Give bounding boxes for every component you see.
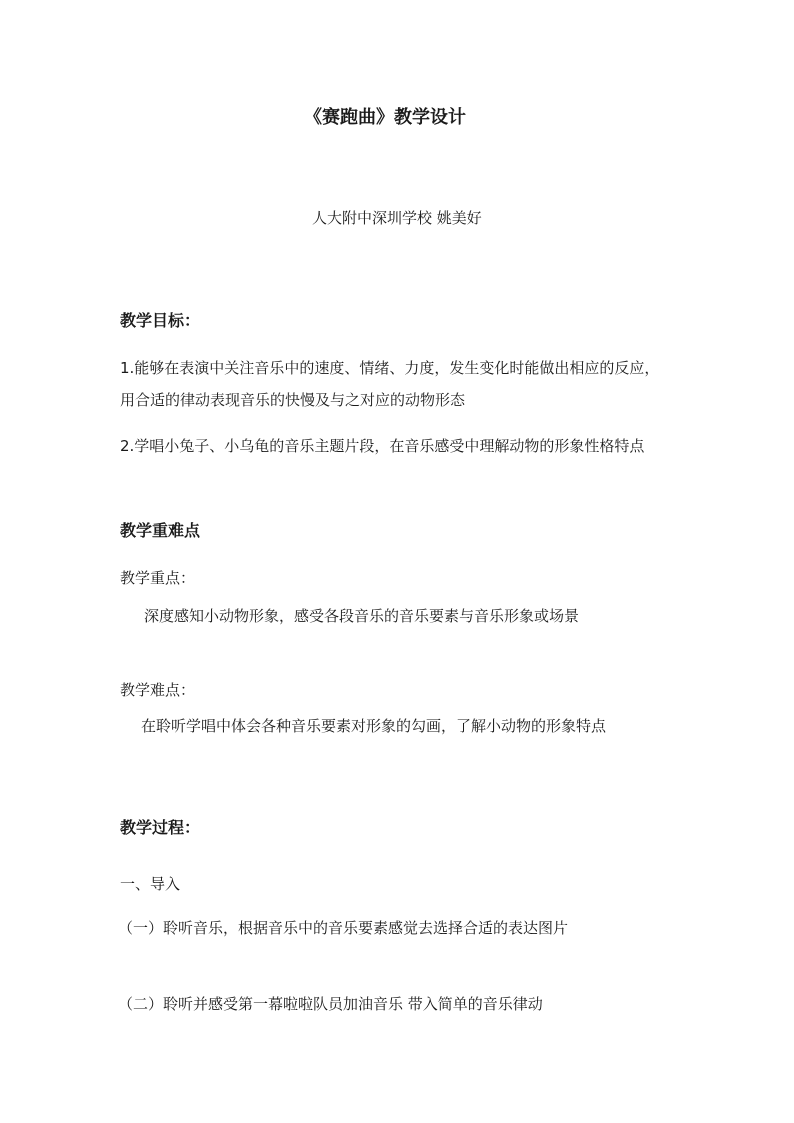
goal-item-1-line-2: 用合适的律动表现音乐的快慢及与之对应的动物形态 (120, 391, 466, 409)
key-point-text: 深度感知小动物形象，感受各段音乐的音乐要素与音乐形象或场景 (144, 607, 580, 625)
process-step-2: （二）聆听并感受第一幕啦啦队员加油音乐 带入简单的音乐律动 (118, 995, 543, 1013)
process-step-1: （一）聆听音乐，根据音乐中的音乐要素感觉去选择合适的表达图片 (118, 919, 569, 937)
document-title: 《赛跑曲》教学设计 (304, 107, 466, 128)
key-difficult-heading: 教学重难点 (120, 521, 201, 540)
process-section-1: 一、导入 (120, 875, 181, 893)
goals-heading: 教学目标： (120, 311, 201, 330)
process-heading: 教学过程： (120, 818, 201, 837)
goal-item-1-line-1: 1.能够在表演中关注音乐中的速度、情绪、力度，发生变化时能做出相应的反应， (120, 359, 660, 377)
difficult-point-label: 教学难点： (120, 681, 196, 699)
goal-item-2: 2.学唱小兔子、小乌龟的音乐主题片段，在音乐感受中理解动物的形象性格特点 (120, 437, 645, 455)
author-line: 人大附中深圳学校 姚美好 (312, 209, 482, 227)
difficult-point-text: 在聆听学唱中体会各种音乐要素对形象的勾画，了解小动物的形象特点 (141, 717, 607, 735)
key-point-label: 教学重点： (120, 569, 196, 587)
